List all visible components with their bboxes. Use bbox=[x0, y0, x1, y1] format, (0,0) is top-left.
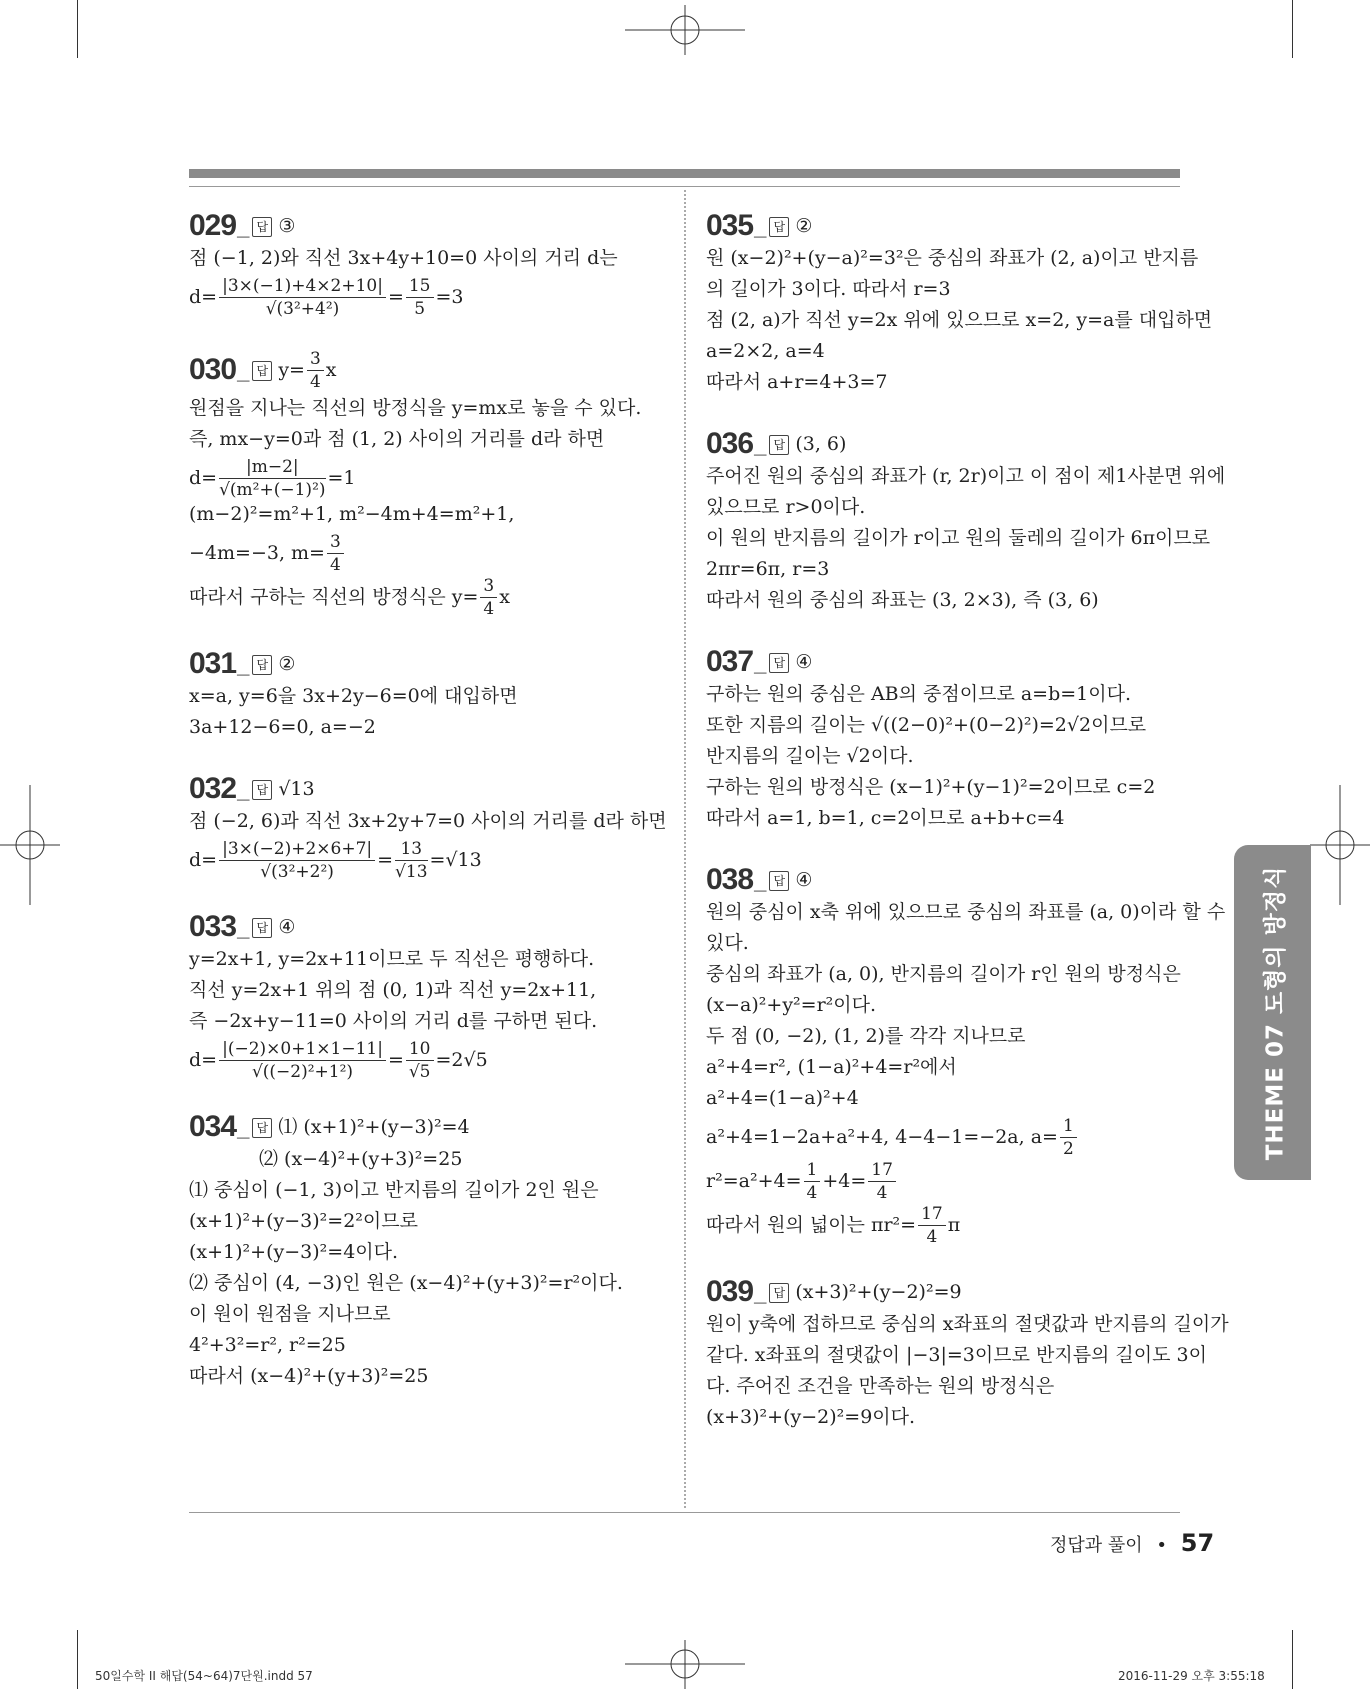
fraction-denominator: 4 bbox=[309, 372, 321, 392]
solution-line: 같다. x좌표의 절댓값이 |−3|=3이므로 반지름의 길이도 3이 bbox=[706, 1344, 1207, 1366]
answer-badge: 답 bbox=[769, 435, 789, 455]
problem-number: 032 _ bbox=[189, 773, 248, 806]
solution-line: 즉 −2x+y−11=0 사이의 거리 d를 구하면 된다. bbox=[189, 1010, 598, 1032]
fraction bbox=[406, 275, 434, 320]
solution-line: 또한 지름의 길이는 √((2−0)²+(0−2)²)=2√2이므로 bbox=[706, 714, 1147, 736]
equation-mid: =1 bbox=[327, 467, 356, 489]
crop-mark bbox=[1292, 1630, 1293, 1689]
answer-badge: 답 bbox=[252, 918, 272, 938]
problem-036 bbox=[706, 427, 1226, 616]
problem-029 bbox=[189, 210, 679, 318]
fraction-numerator: 17 bbox=[868, 1159, 896, 1182]
solution-line: (m−2)²=m²+1, m²−4m+4=m²+1, bbox=[189, 503, 515, 525]
answer-badge: 답 bbox=[769, 871, 789, 891]
answer-text: ② bbox=[795, 215, 813, 237]
fraction-numerator: 13 bbox=[395, 838, 427, 861]
solution-line: (x+1)²+(y−3)²=2²이므로 bbox=[189, 1210, 418, 1232]
problem-035 bbox=[706, 209, 1213, 398]
equation-lead: a²+4=1−2a+a²+4, 4−4−1=−2a, a= bbox=[706, 1126, 1058, 1148]
fraction bbox=[219, 275, 386, 320]
equation-mid: π bbox=[947, 1214, 961, 1236]
problem-header bbox=[189, 1111, 679, 1144]
solution-line: 3a+12−6=0, a=−2 bbox=[189, 716, 376, 738]
answer-badge: 답 bbox=[252, 780, 272, 800]
fraction-numerator: 1 bbox=[804, 1159, 821, 1182]
slug-time: 2016-11-29 오후 3:55:18 bbox=[1118, 1669, 1265, 1683]
slug-file: 50일수학 II 해답(54~64)7단원.indd 57 bbox=[95, 1669, 313, 1683]
equation-line bbox=[706, 1202, 1196, 1246]
problem-031 bbox=[189, 648, 679, 743]
fraction-numerator: 15 bbox=[406, 275, 434, 298]
fraction bbox=[219, 456, 325, 501]
solution-line: (x+3)²+(y−2)²=9이다. bbox=[706, 1406, 916, 1428]
answer-text: y= bbox=[278, 359, 305, 381]
problem-header bbox=[189, 348, 679, 393]
problem-header bbox=[706, 864, 1196, 897]
equation-line bbox=[706, 1114, 1196, 1158]
problem-034 bbox=[189, 1111, 679, 1392]
equation-mid: = bbox=[387, 1049, 404, 1071]
problem-number: 034 _ bbox=[189, 1111, 248, 1144]
equation-mid: = bbox=[387, 286, 404, 308]
fraction-denominator: √(3²+2²) bbox=[260, 861, 334, 882]
problem-number: 033 _ bbox=[189, 911, 248, 944]
crop-mark bbox=[77, 0, 78, 58]
answer-badge: 답 bbox=[252, 217, 272, 237]
problem-032 bbox=[189, 773, 679, 881]
page-number: 57 bbox=[1180, 1529, 1215, 1557]
equation-line bbox=[189, 837, 679, 881]
problem-number: 038 _ bbox=[706, 864, 765, 897]
answer-text: ④ bbox=[278, 916, 296, 938]
problem-number: 030 _ bbox=[189, 354, 248, 387]
solution-line: 두 점 (0, −2), (1, 2)를 각각 지나므로 bbox=[706, 1025, 1026, 1047]
solution-line: 있다. bbox=[706, 932, 749, 954]
problem-033 bbox=[189, 911, 679, 1081]
problem-header bbox=[189, 648, 679, 681]
footer-bullet: • bbox=[1156, 1535, 1168, 1556]
fraction-numerator: |3×(−2)+2×6+7| bbox=[219, 838, 375, 861]
solution-line: x=a, y=6을 3x+2y−6=0에 대입하면 bbox=[189, 685, 518, 707]
registration-mark-bottom bbox=[625, 1640, 745, 1689]
equation-lead: d= bbox=[189, 467, 218, 489]
fraction bbox=[327, 531, 344, 576]
solution-line: a²+4=r², (1−a)²+4=r²에서 bbox=[706, 1056, 957, 1078]
right-column bbox=[706, 209, 1229, 1433]
equation-line bbox=[189, 574, 679, 618]
fraction-denominator: 4 bbox=[926, 1226, 938, 1247]
equation-lead: −4m=−3, m= bbox=[189, 542, 325, 564]
problem-header bbox=[189, 210, 679, 243]
fraction-denominator: 2 bbox=[1062, 1138, 1074, 1159]
answer-text: ⑴ (x+1)²+(y−3)²=4 bbox=[278, 1116, 470, 1138]
footer-label: 정답과 풀이 bbox=[1050, 1535, 1143, 1556]
equation-lead: d= bbox=[189, 1049, 218, 1071]
solution-line: 점 (−1, 2)와 직선 3x+4y+10=0 사이의 거리 d는 bbox=[189, 247, 618, 269]
solution-line: 원점을 지나는 직선의 방정식을 y=mx로 놓을 수 있다. bbox=[189, 397, 642, 419]
equation-lead: d= bbox=[189, 286, 218, 308]
solution-line: 4²+3²=r², r²=25 bbox=[189, 1334, 346, 1356]
solution-line: 원의 중심이 x축 위에 있으므로 중심의 좌표를 (a, 0)이라 할 수 bbox=[706, 901, 1226, 923]
solution-line: (x−a)²+y²=r²이다. bbox=[706, 994, 877, 1016]
registration-mark-left bbox=[0, 785, 60, 905]
fraction bbox=[406, 1038, 434, 1083]
fraction-numerator: 3 bbox=[327, 531, 344, 554]
fraction bbox=[918, 1203, 946, 1248]
problem-header bbox=[706, 646, 1196, 679]
solution-line: 2πr=6π, r=3 bbox=[706, 558, 830, 580]
answer-text: ② bbox=[278, 653, 296, 675]
fraction bbox=[868, 1159, 896, 1204]
solution-line: 구하는 원의 방정식은 (x−1)²+(y−1)²=2이므로 c=2 bbox=[706, 776, 1156, 798]
answer-text-tail: x bbox=[325, 359, 337, 381]
problem-030 bbox=[189, 348, 679, 618]
registration-mark-top bbox=[625, 5, 745, 55]
solution-line: 즉, mx−y=0과 점 (1, 2) 사이의 거리를 d라 하면 bbox=[189, 428, 605, 450]
equation-line bbox=[706, 1158, 1196, 1202]
problem-header bbox=[706, 428, 1196, 461]
fraction-numerator: 10 bbox=[406, 1038, 434, 1061]
solution-line: ⑴ 중심이 (−1, 3)이고 반지름의 길이가 2인 원은 bbox=[189, 1179, 599, 1201]
footer-rule bbox=[189, 1512, 1180, 1513]
solution-line: 따라서 a+r=4+3=7 bbox=[706, 371, 888, 393]
equation-mid: +4= bbox=[822, 1170, 867, 1192]
solution-line: 따라서 (x−4)²+(y+3)²=25 bbox=[189, 1365, 429, 1387]
fraction-denominator: 5 bbox=[414, 298, 426, 319]
solution-line: 의 길이가 3이다. 따라서 r=3 bbox=[706, 278, 951, 300]
fraction-denominator: 4 bbox=[329, 554, 341, 575]
problem-039 bbox=[706, 1275, 1229, 1433]
solution-line: 직선 y=2x+1 위의 점 (0, 1)과 직선 y=2x+11, bbox=[189, 979, 597, 1001]
equation-tail: =3 bbox=[435, 286, 464, 308]
header-rule bbox=[189, 186, 1180, 187]
left-column bbox=[189, 210, 679, 1392]
problem-header bbox=[706, 210, 1196, 243]
fraction-denominator: √(3²+4²) bbox=[265, 298, 340, 319]
equation-mid: = bbox=[377, 849, 394, 871]
fraction-denominator: √((−2)²+1²) bbox=[251, 1061, 354, 1082]
fraction-numerator: 3 bbox=[480, 575, 497, 598]
problem-037 bbox=[706, 646, 1196, 834]
fraction bbox=[219, 1038, 386, 1083]
solution-line: 이 원이 원점을 지나므로 bbox=[189, 1303, 391, 1325]
header-bar bbox=[189, 169, 1180, 178]
problem-number: 037 _ bbox=[706, 646, 765, 679]
problem-number: 036 _ bbox=[706, 428, 765, 461]
fraction bbox=[219, 838, 375, 883]
problem-header bbox=[189, 773, 679, 806]
fraction-denominator: √5 bbox=[408, 1061, 431, 1082]
fraction-denominator: √(m²+(−1)²) bbox=[219, 479, 326, 500]
fraction-numerator: |m−2| bbox=[219, 456, 325, 479]
solution-line: 주어진 원의 중심의 좌표가 (r, 2r)이고 이 점이 제1사분면 위에 bbox=[706, 465, 1226, 487]
theme-tab bbox=[1234, 845, 1311, 1180]
answer-line-2 bbox=[189, 1144, 679, 1175]
problem-038 bbox=[706, 863, 1226, 1247]
fraction bbox=[307, 348, 324, 393]
problem-header bbox=[706, 1276, 1196, 1309]
problem-number: 035 _ bbox=[706, 210, 765, 243]
answer-text-2: ⑵ (x−4)²+(y+3)²=25 bbox=[259, 1148, 463, 1170]
solution-line: 다. 주어진 조건을 만족하는 원의 방정식은 bbox=[706, 1375, 1055, 1397]
equation-line bbox=[189, 455, 679, 499]
solution-line: 원 (x−2)²+(y−a)²=3²은 중심의 좌표가 (2, a)이고 반지름 bbox=[706, 247, 1199, 269]
fraction bbox=[395, 838, 427, 883]
answer-badge: 답 bbox=[252, 655, 272, 675]
fraction-denominator: 4 bbox=[806, 1182, 818, 1203]
fraction-denominator: √13 bbox=[395, 861, 428, 882]
answer-text: ④ bbox=[795, 651, 813, 673]
answer-badge: 답 bbox=[252, 1118, 272, 1138]
solution-line: 원이 y축에 접하므로 중심의 x좌표의 절댓값과 반지름의 길이가 bbox=[706, 1313, 1229, 1335]
equation-lead: d= bbox=[189, 849, 218, 871]
answer-text: ③ bbox=[278, 215, 296, 237]
answer-badge: 답 bbox=[769, 217, 789, 237]
problem-number: 039 _ bbox=[706, 1276, 765, 1309]
equation-mid: x bbox=[499, 586, 510, 608]
equation-tail: =2√5 bbox=[435, 1049, 488, 1071]
fraction-denominator: 4 bbox=[483, 598, 495, 619]
crop-mark bbox=[1292, 0, 1293, 58]
equation-tail: =√13 bbox=[429, 849, 482, 871]
solution-line: 점 (2, a)가 직선 y=2x 위에 있으므로 x=2, y=a를 대입하면 bbox=[706, 309, 1213, 331]
answer-badge: 답 bbox=[769, 653, 789, 673]
solution-line: (x+1)²+(y−3)²=4이다. bbox=[189, 1241, 399, 1263]
equation-line bbox=[189, 530, 679, 574]
solution-line: 있으므로 r>0이다. bbox=[706, 496, 866, 518]
problem-number: 031 _ bbox=[189, 648, 248, 681]
answer-badge: 답 bbox=[769, 1283, 789, 1303]
fraction-denominator: 4 bbox=[876, 1182, 888, 1203]
fraction-numerator: 3 bbox=[307, 348, 324, 371]
answer-text: (3, 6) bbox=[795, 433, 847, 455]
solution-line: 구하는 원의 중심은 AB의 중점이므로 a=b=1이다. bbox=[706, 683, 1132, 705]
fraction-numerator: |3×(−1)+4×2+10| bbox=[219, 275, 386, 298]
crop-mark bbox=[77, 1630, 78, 1689]
registration-mark-right bbox=[1310, 785, 1370, 905]
solution-line: y=2x+1, y=2x+11이므로 두 직선은 평행하다. bbox=[189, 948, 595, 970]
solution-line: 이 원의 반지름의 길이가 r이고 원의 둘레의 길이가 6π이므로 bbox=[706, 527, 1211, 549]
solution-line: a=2×2, a=4 bbox=[706, 340, 825, 362]
solution-line: 점 (−2, 6)과 직선 3x+2y+7=0 사이의 거리를 d라 하면 bbox=[189, 810, 667, 832]
fraction-numerator: 1 bbox=[1060, 1115, 1077, 1138]
fraction bbox=[1060, 1115, 1077, 1160]
column-divider bbox=[684, 190, 686, 1508]
solution-line: a²+4=(1−a)²+4 bbox=[706, 1087, 859, 1109]
solution-line: 따라서 a=1, b=1, c=2이므로 a+b+c=4 bbox=[706, 807, 1065, 829]
equation-lead: 따라서 원의 넓이는 πr²= bbox=[706, 1214, 917, 1236]
page-footer bbox=[1050, 1529, 1214, 1557]
equation-lead: 따라서 구하는 직선의 방정식은 y= bbox=[189, 586, 479, 608]
solution-line: ⑵ 중심이 (4, −3)인 원은 (x−4)²+(y+3)²=r²이다. bbox=[189, 1272, 623, 1294]
solution-line: 따라서 원의 중심의 좌표는 (3, 2×3), 즉 (3, 6) bbox=[706, 589, 1099, 611]
answer-text: √13 bbox=[278, 778, 315, 800]
fraction bbox=[480, 575, 497, 620]
problem-header bbox=[189, 911, 679, 944]
equation-line bbox=[189, 274, 679, 318]
equation-line bbox=[189, 1037, 679, 1081]
fraction-numerator: |(−2)×0+1×1−11| bbox=[219, 1038, 386, 1061]
solution-line: 중심의 좌표가 (a, 0), 반지름의 길이가 r인 원의 방정식은 bbox=[706, 963, 1181, 985]
answer-badge: 답 bbox=[252, 361, 272, 381]
equation-lead: r²=a²+4= bbox=[706, 1170, 802, 1192]
answer-text: ④ bbox=[795, 869, 813, 891]
solution-line: 반지름의 길이는 √2이다. bbox=[706, 745, 914, 767]
fraction bbox=[804, 1159, 821, 1204]
theme-tab-label: THEME 07 도형의 방정식 bbox=[1262, 865, 1288, 1160]
problem-number: 029 _ bbox=[189, 210, 248, 243]
answer-text: (x+3)²+(y−2)²=9 bbox=[795, 1281, 962, 1303]
fraction-numerator: 17 bbox=[918, 1203, 946, 1226]
